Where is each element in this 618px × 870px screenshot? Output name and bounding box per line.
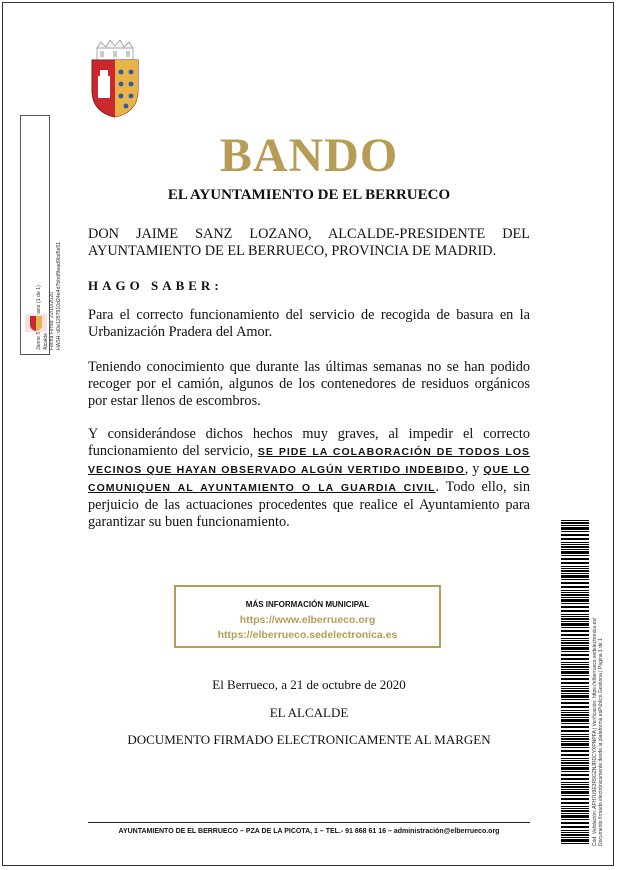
paragraph-3-text-b: , y — [464, 461, 480, 477]
highlight-report: QUE LO COMUNIQUEN AL AYUNTAMIENTO O LA GUARDIA CIVIL — [88, 464, 531, 494]
paragraph-3-text-a: Y considerándose dichos hechos muy graves, al impedir el correcto funcionamiento del servicio, — [88, 426, 530, 459]
intro-line-1: DON JAIME SANZ LOZANO, ALCALDE-PRESIDENTE DEL — [88, 226, 530, 242]
mini-crest-icon — [25, 314, 47, 332]
footer-divider — [88, 822, 530, 823]
stamp-line: HASH: d0e1297910d24e4d7bbdf9ead9bd5e51 — [55, 241, 62, 350]
paragraph-3 — [88, 426, 530, 531]
signed-note: DOCUMENTO FIRMADO ELECTRONICAMENTE AL MARGEN — [127, 732, 491, 747]
verification-line-2: Documento firmado electrónicamente desde la plataforma esPublico Gestiona | Página 1 de 1 — [598, 638, 604, 846]
barcode-icon — [561, 520, 589, 846]
document-title: BANDO — [219, 129, 399, 182]
intro-line-2: AYUNTAMIENTO DE EL BERRUECO, PROVINCIA DE MADRID. — [88, 243, 497, 259]
info-heading: MÁS INFORMACIÓN MUNICIPAL — [245, 600, 370, 609]
paragraph-1: Para el correcto funcionamiento del servicio de recogida de basura en la Urbanización Pradera del Amor. — [88, 307, 530, 340]
info-link-sede[interactable]: https://elberrueco.sedelectronica.es — [217, 629, 398, 641]
paragraph-3-text-c: . Todo ello, sin perjuicio de las actuaciones procedentes que realice el Ayuntamiento para garantizar su buen funcionamiento. — [88, 479, 531, 530]
footer-address: AYUNTAMIENTO DE EL BERRUECO – PZA DE LA PICOTA, 1 – TEL.- 91 868 61 16 – administración@elberrueco.org — [118, 828, 500, 835]
stamp-line: Fecha Firma: 22/10/2020 — [49, 292, 55, 350]
info-link-website[interactable]: https://www.elberrueco.org — [239, 614, 376, 626]
info-box — [174, 585, 441, 648]
coat-of-arms-icon — [88, 40, 142, 118]
signatory: EL ALCALDE — [269, 705, 349, 720]
stamp-line: Alcalde — [42, 332, 49, 350]
hago-saber-heading: HAGO SABER: — [88, 278, 223, 293]
date-line: El Berrueco, a 21 de octubre de 2020 — [212, 677, 406, 692]
highlight-collaboration: SE PIDE LA COLABORACIÓN DE TODOS LOS VECINOS QUE HAYAN OBSERVADO ALGÚN VERTIDO INDEBIDO — [88, 446, 531, 476]
paragraph-2: Teniendo conocimiento que durante las últimas semanas no se han podido recoger por el camión, algunos de los contenedores de residuos orgánicos por estar llenos de escombros. — [88, 359, 530, 409]
verification-line-1: Cód. Validación: AFH7U9E3R9GZNJRDCYXPNPFA | Verificación: https://elberrueco.sedelectronica.es/ — [592, 617, 598, 846]
document-subtitle: EL AYUNTAMIENTO DE EL BERRUECO — [167, 187, 451, 203]
verification-text — [592, 566, 604, 846]
